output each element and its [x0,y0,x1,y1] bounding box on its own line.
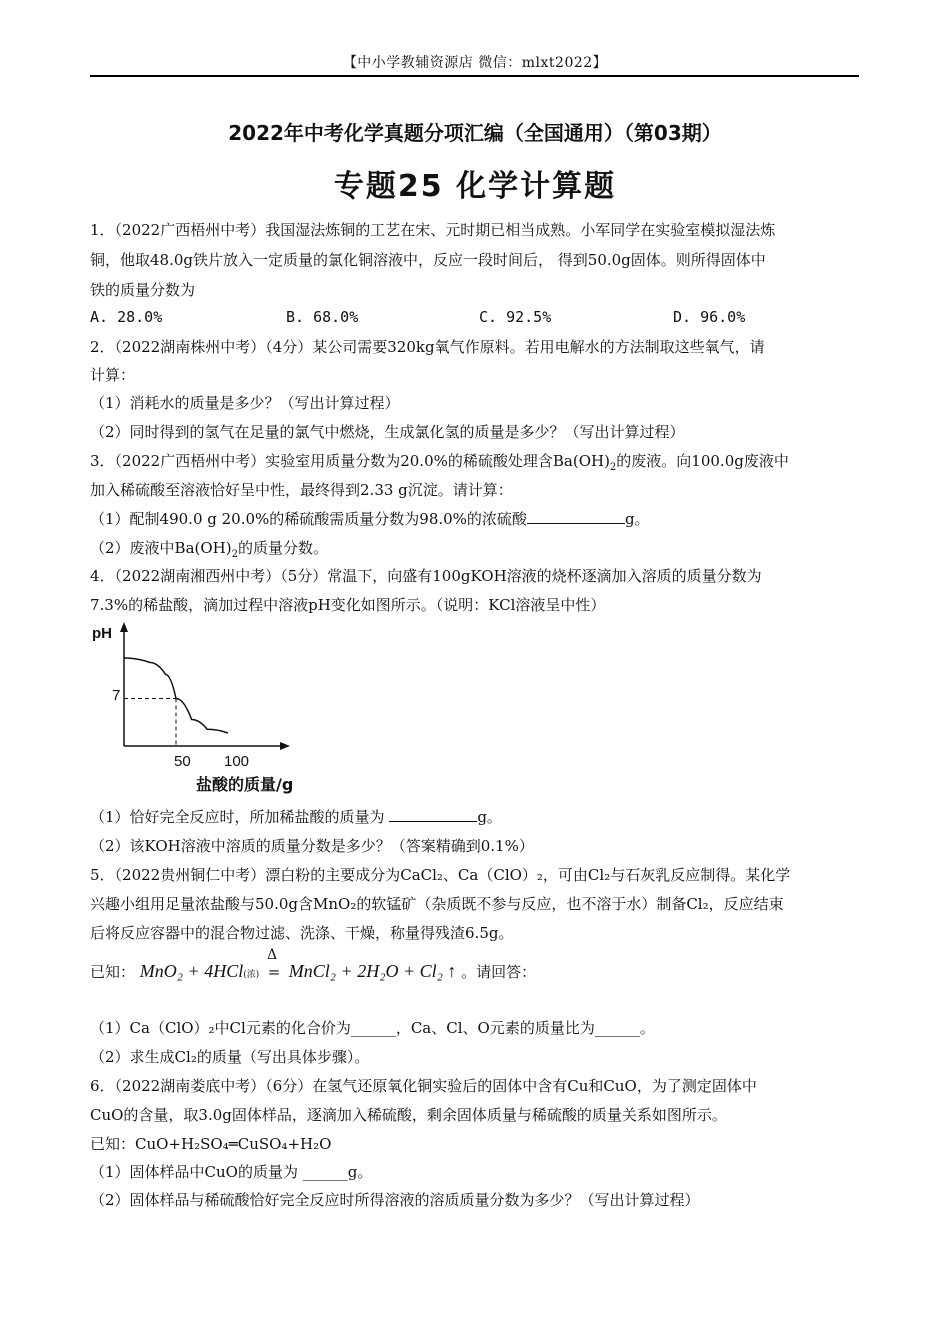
reaction-arrow: Δ = [267,947,281,981]
q6-known: 已知：CuO+H₂SO₄═CuSO₄+H₂O [90,1135,332,1153]
x-tick-label-1: 50 [174,753,191,770]
page-header: 【中小学教辅资源店 微信：mlxt2022】 [342,55,608,71]
x-tick-label-2: 100 [224,753,250,770]
q3-part-2: （2）废液中$Ba(OH)_2$的质量分数。 [90,539,328,560]
q2-line-2: 计算： [90,366,136,384]
y-axis-arrow [120,622,128,632]
x-axis-arrow [280,742,290,750]
q3-part-1: （1）配制490.0 g 20.0%的稀硫酸需质量分数为98.0%的浓硫酸 g。 [90,510,650,528]
formula-rhs: MnCl₂ + 2H₂O + Cl₂ ↑ [288,961,457,981]
q5-line-3: 后将反应容器中的混合物过滤、洗涤、干燥，称量得残渣6.5g。 [90,924,514,942]
q1-option-a: A. 28.0% [90,308,163,326]
y-tick-label: 7 [112,687,121,704]
q1-option-d: D. 96.0% [673,308,746,326]
q2-part-2: （2）同时得到的氢气在足量的氯气中燃烧，生成氯化氢的质量是多少？（写出计算过程） [90,423,685,441]
heat-symbol: Δ [267,947,278,963]
header-rule [90,75,859,77]
q1-line-2: 铜，他取48.0g铁片放入一定质量的氯化铜溶液中，反应一段时间后， 得到50.0g固体。则所得固体中 [90,251,766,269]
q1-option-c: C. 92.5% [479,308,552,326]
q5-part-1: （1）Ca（ClO）₂中Cl元素的化合价为______，Ca、Cl、O元素的质量比为______。 [90,1019,655,1037]
document-title: 2022年中考化学真题分项汇编（全国通用）（第03期） [228,121,722,145]
q4-line-1: 4．（2022湖南湘西州中考）（5分）常温下，向盛有100gKOH溶液的烧杯逐滴加入溶质的质量分数为 [90,567,762,585]
q6-part-2: （2）固体样品与稀硫酸恰好完全反应时所得溶液的溶质质量分数为多少？（写出计算过程） [90,1191,700,1209]
x-axis-label: 盐酸的质量/g [196,775,294,794]
q6-part-1: （1）固体样品中CuO的质量为 ______g。 [90,1163,373,1181]
ph-chart [88,618,308,798]
q2-part-1: （1）消耗水的质量是多少？（写出计算过程） [90,394,400,412]
q4-line-2: 7.3%的稀盐酸，滴加过程中溶液pH变化如图所示。（说明：KCl溶液呈中性） [90,596,606,614]
chart-axes [120,622,290,750]
q1-line-1: 1．（2022广西梧州中考）我国湿法炼铜的工艺在宋、元时期已相当成熟。小军同学在实验室模拟湿法炼 [90,221,776,239]
q5-known-formula: 已知： MnO₂ + 4HCl(浓) Δ = MnCl₂ + 2H₂O + Cl₂ ↑ 。请回答： [90,947,537,981]
q1-line-3: 铁的质量分数为 [90,281,196,299]
q5-line-2: 兴趣小组用足量浓盐酸与50.0g含MnO₂的软锰矿（杂质既不参与反应，也不溶于水）制备Cl₂，反应结束 [90,895,784,913]
q4-part-2: （2）该KOH溶液中溶质的质量分数是多少？（答案精确到0.1%） [90,837,534,855]
q3-line-1: 3．（2022广西梧州中考）实验室用质量分数为20.0%的稀硫酸处理含$Ba(OH)_2$的废液。向100.0g废液中 [90,452,789,473]
q5-part-2: （2）求生成Cl₂的质量（写出具体步骤）。 [90,1048,370,1066]
answer-blank [389,820,477,822]
q5-line-1: 5．（2022贵州铜仁中考）漂白粉的主要成分为CaCl₂、Ca（ClO）₂，可由Cl₂与石灰乳反应制得。某化学 [90,866,791,884]
q4-part-1: （1）恰好完全反应时，所加稀盐酸的质量为 g。 [90,808,502,826]
y-axis-label: pH [92,625,112,642]
q2-line-1: 2．（2022湖南株州中考）（4分）某公司需要320kg氧气作原料。若用电解水的方法制取这些氧气，请 [90,338,765,356]
q3-line-2: 加入稀硫酸至溶液恰好呈中性，最终得到2.33 g沉淀。请计算： [90,481,513,499]
q1-option-b: B. 68.0% [286,308,359,326]
section-title: 专题25 化学计算题 [333,169,617,204]
q6-line-2: CuO的含量，取3.0g固体样品，逐滴加入稀硫酸，剩余固体质量与稀硫酸的质量关系如图所示。 [90,1106,727,1124]
formula-condition: (浓) [243,970,260,980]
q6-line-1: 6．（2022湖南娄底中考）（6分）在氢气还原氧化铜实验后的固体中含有Cu和CuO，为了测定固体中 [90,1077,757,1095]
answer-blank [527,522,625,524]
formula-lhs: MnO₂ + 4HCl [139,961,244,981]
